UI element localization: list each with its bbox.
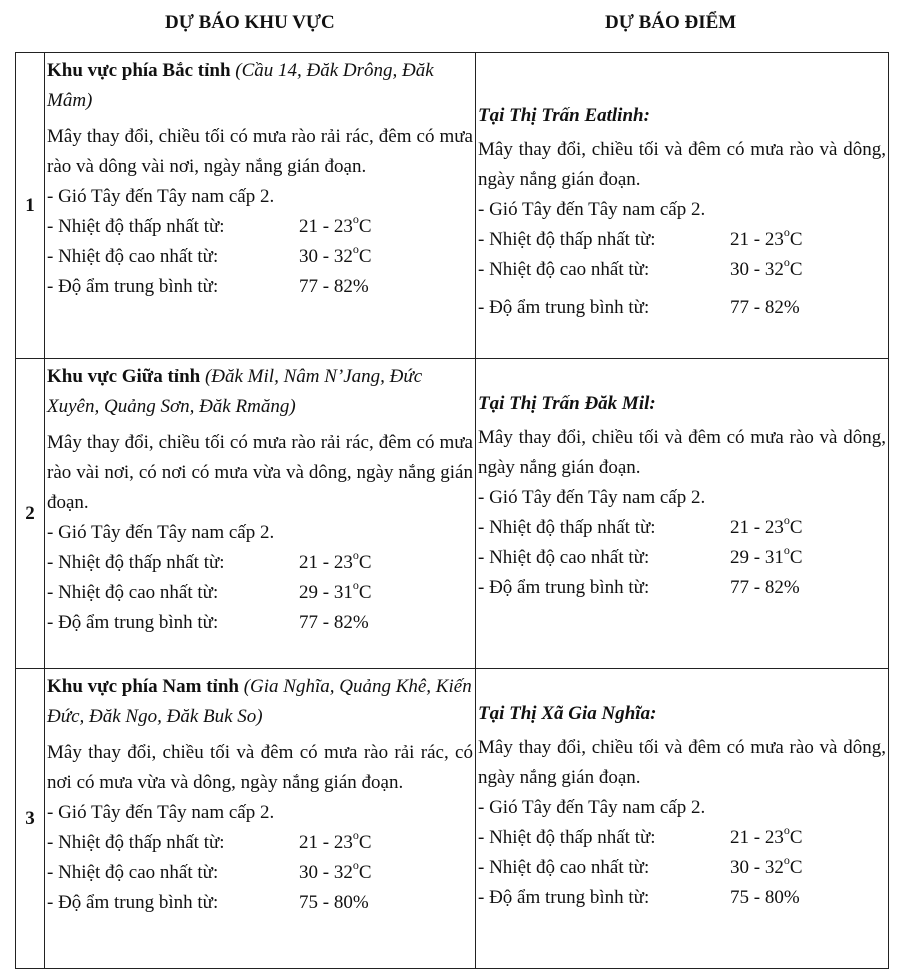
humidity-value: 75 - 80%: [730, 887, 800, 908]
area-description: Mây thay đổi, chiều tối có mưa rào rải rác, đêm có mưa rào vài nơi, có nơi có mưa vừa và dông, ngày nắng gián đoạn.: [47, 432, 473, 513]
min-temp-label: - Nhiệt độ thấp nhất từ:: [47, 832, 225, 853]
header-area-forecast: DỰ BÁO KHU VỰC: [165, 12, 335, 33]
max-temp-label: - Nhiệt độ cao nhất từ:: [47, 582, 219, 603]
area-places: (Gia Nghĩa, Quảng Khê, Kiến Đức, Đăk Ngo, Đăk Buk So): [47, 676, 472, 727]
wind-line: - Gió Tây đến Tây nam cấp 2.: [478, 199, 706, 220]
row-number: 3: [16, 669, 45, 969]
point-description: Mây thay đổi, chiều tối và đêm có mưa rào và dông, ngày nắng gián đoạn.: [478, 427, 886, 478]
humidity-label: - Độ ẩm trung bình từ:: [478, 577, 650, 598]
min-temp-value: 21 - 23$^o$C: [299, 827, 372, 853]
area-forecast-cell: [45, 359, 476, 669]
point-description: Mây thay đổi, chiều tối và đêm có mưa rào và dông, ngày nắng gián đoạn.: [478, 139, 886, 190]
area-name: Khu vực Giữa tỉnh: [47, 366, 201, 387]
area-forecast-cell: [45, 669, 476, 969]
min-temp-label: - Nhiệt độ thấp nhất từ:: [47, 216, 225, 237]
max-temp-label: - Nhiệt độ cao nhất từ:: [478, 259, 650, 280]
humidity-line: [45, 272, 475, 302]
min-temp-line: [45, 212, 475, 242]
min-temp-value: 21 - 23$^o$C: [299, 211, 372, 237]
max-temp-line: [45, 242, 475, 272]
humidity-label: - Độ ẩm trung bình từ:: [47, 612, 219, 633]
wind-line: - Gió Tây đến Tây nam cấp 2.: [47, 522, 275, 543]
max-temp-value: 30 - 32$^o$C: [299, 241, 372, 267]
humidity-line: [45, 608, 475, 638]
min-temp-label: - Nhiệt độ thấp nhất từ:: [478, 229, 656, 250]
point-title: Tại Thị Xã Gia Nghĩa:: [478, 703, 657, 724]
area-title: [45, 362, 475, 422]
humidity-line: [476, 883, 888, 913]
humidity-label: - Độ ẩm trung bình từ:: [47, 892, 219, 913]
max-temp-line: [476, 853, 888, 883]
row-number: 1: [16, 53, 45, 359]
min-temp-value: 21 - 23$^o$C: [299, 547, 372, 573]
area-places: (Đăk Mil, Nâm N’Jang, Đức Xuyên, Quảng Sơn, Đăk Rmăng): [47, 366, 423, 417]
min-temp-line: [45, 828, 475, 858]
forecast-table: [15, 52, 889, 969]
min-temp-label: - Nhiệt độ thấp nhất từ:: [478, 827, 656, 848]
point-forecast-cell: [476, 53, 889, 359]
min-temp-value: 21 - 23$^o$C: [730, 224, 803, 250]
humidity-line: [476, 293, 888, 323]
area-places: (Cầu 14, Đăk Drông, Đăk Mâm): [47, 60, 434, 111]
wind-line: - Gió Tây đến Tây nam cấp 2.: [478, 797, 706, 818]
max-temp-line: [476, 255, 888, 285]
point-forecast-cell: [476, 669, 889, 969]
humidity-value: 77 - 82%: [730, 577, 800, 598]
min-temp-line: [45, 548, 475, 578]
max-temp-label: - Nhiệt độ cao nhất từ:: [47, 246, 219, 267]
area-name: Khu vực phía Nam tỉnh: [47, 676, 239, 697]
max-temp-value: 30 - 32$^o$C: [730, 852, 803, 878]
min-temp-line: [476, 823, 888, 853]
point-forecast-cell: [476, 359, 889, 669]
humidity-value: 77 - 82%: [730, 297, 800, 318]
table-row: [16, 669, 889, 969]
humidity-value: 75 - 80%: [299, 892, 369, 913]
max-temp-label: - Nhiệt độ cao nhất từ:: [478, 547, 650, 568]
max-temp-line: [45, 578, 475, 608]
table-row: [16, 359, 889, 669]
max-temp-value: 29 - 31$^o$C: [730, 542, 803, 568]
area-name: Khu vực phía Bắc tỉnh: [47, 60, 231, 81]
area-title: [45, 56, 475, 116]
max-temp-value: 30 - 32$^o$C: [299, 857, 372, 883]
point-title: Tại Thị Trấn Đăk Mil:: [478, 393, 656, 414]
point-description: Mây thay đổi, chiều tối và đêm có mưa rào và dông, ngày nắng gián đoạn.: [478, 737, 886, 788]
max-temp-value: 29 - 31$^o$C: [299, 577, 372, 603]
max-temp-label: - Nhiệt độ cao nhất từ:: [478, 857, 650, 878]
wind-line: - Gió Tây đến Tây nam cấp 2.: [478, 487, 706, 508]
row-number: 2: [16, 359, 45, 669]
humidity-label: - Độ ẩm trung bình từ:: [478, 297, 650, 318]
min-temp-line: [476, 513, 888, 543]
max-temp-line: [45, 858, 475, 888]
max-temp-line: [476, 543, 888, 573]
humidity-label: - Độ ẩm trung bình từ:: [47, 276, 219, 297]
min-temp-label: - Nhiệt độ thấp nhất từ:: [478, 517, 656, 538]
humidity-label: - Độ ẩm trung bình từ:: [478, 887, 650, 908]
header-point-forecast: DỰ BÁO ĐIỂM: [605, 12, 737, 33]
wind-line: - Gió Tây đến Tây nam cấp 2.: [47, 802, 275, 823]
table-row: [16, 53, 889, 359]
humidity-value: 77 - 82%: [299, 276, 369, 297]
max-temp-label: - Nhiệt độ cao nhất từ:: [47, 862, 219, 883]
min-temp-line: [476, 225, 888, 255]
area-description: Mây thay đổi, chiều tối và đêm có mưa rào rải rác, có nơi có mưa vừa và dông, ngày nắng gián đoạn.: [47, 742, 473, 793]
min-temp-label: - Nhiệt độ thấp nhất từ:: [47, 552, 225, 573]
min-temp-value: 21 - 23$^o$C: [730, 822, 803, 848]
point-title: Tại Thị Trấn Eatlinh:: [478, 105, 650, 126]
humidity-line: [45, 888, 475, 918]
wind-line: - Gió Tây đến Tây nam cấp 2.: [47, 186, 275, 207]
min-temp-value: 21 - 23$^o$C: [730, 512, 803, 538]
max-temp-value: 30 - 32$^o$C: [730, 254, 803, 280]
area-title: [45, 672, 475, 732]
humidity-value: 77 - 82%: [299, 612, 369, 633]
area-description: Mây thay đổi, chiều tối có mưa rào rải rác, đêm có mưa rào và dông vài nơi, ngày nắng gián đoạn.: [47, 126, 473, 177]
humidity-line: [476, 573, 888, 603]
area-forecast-cell: [45, 53, 476, 359]
